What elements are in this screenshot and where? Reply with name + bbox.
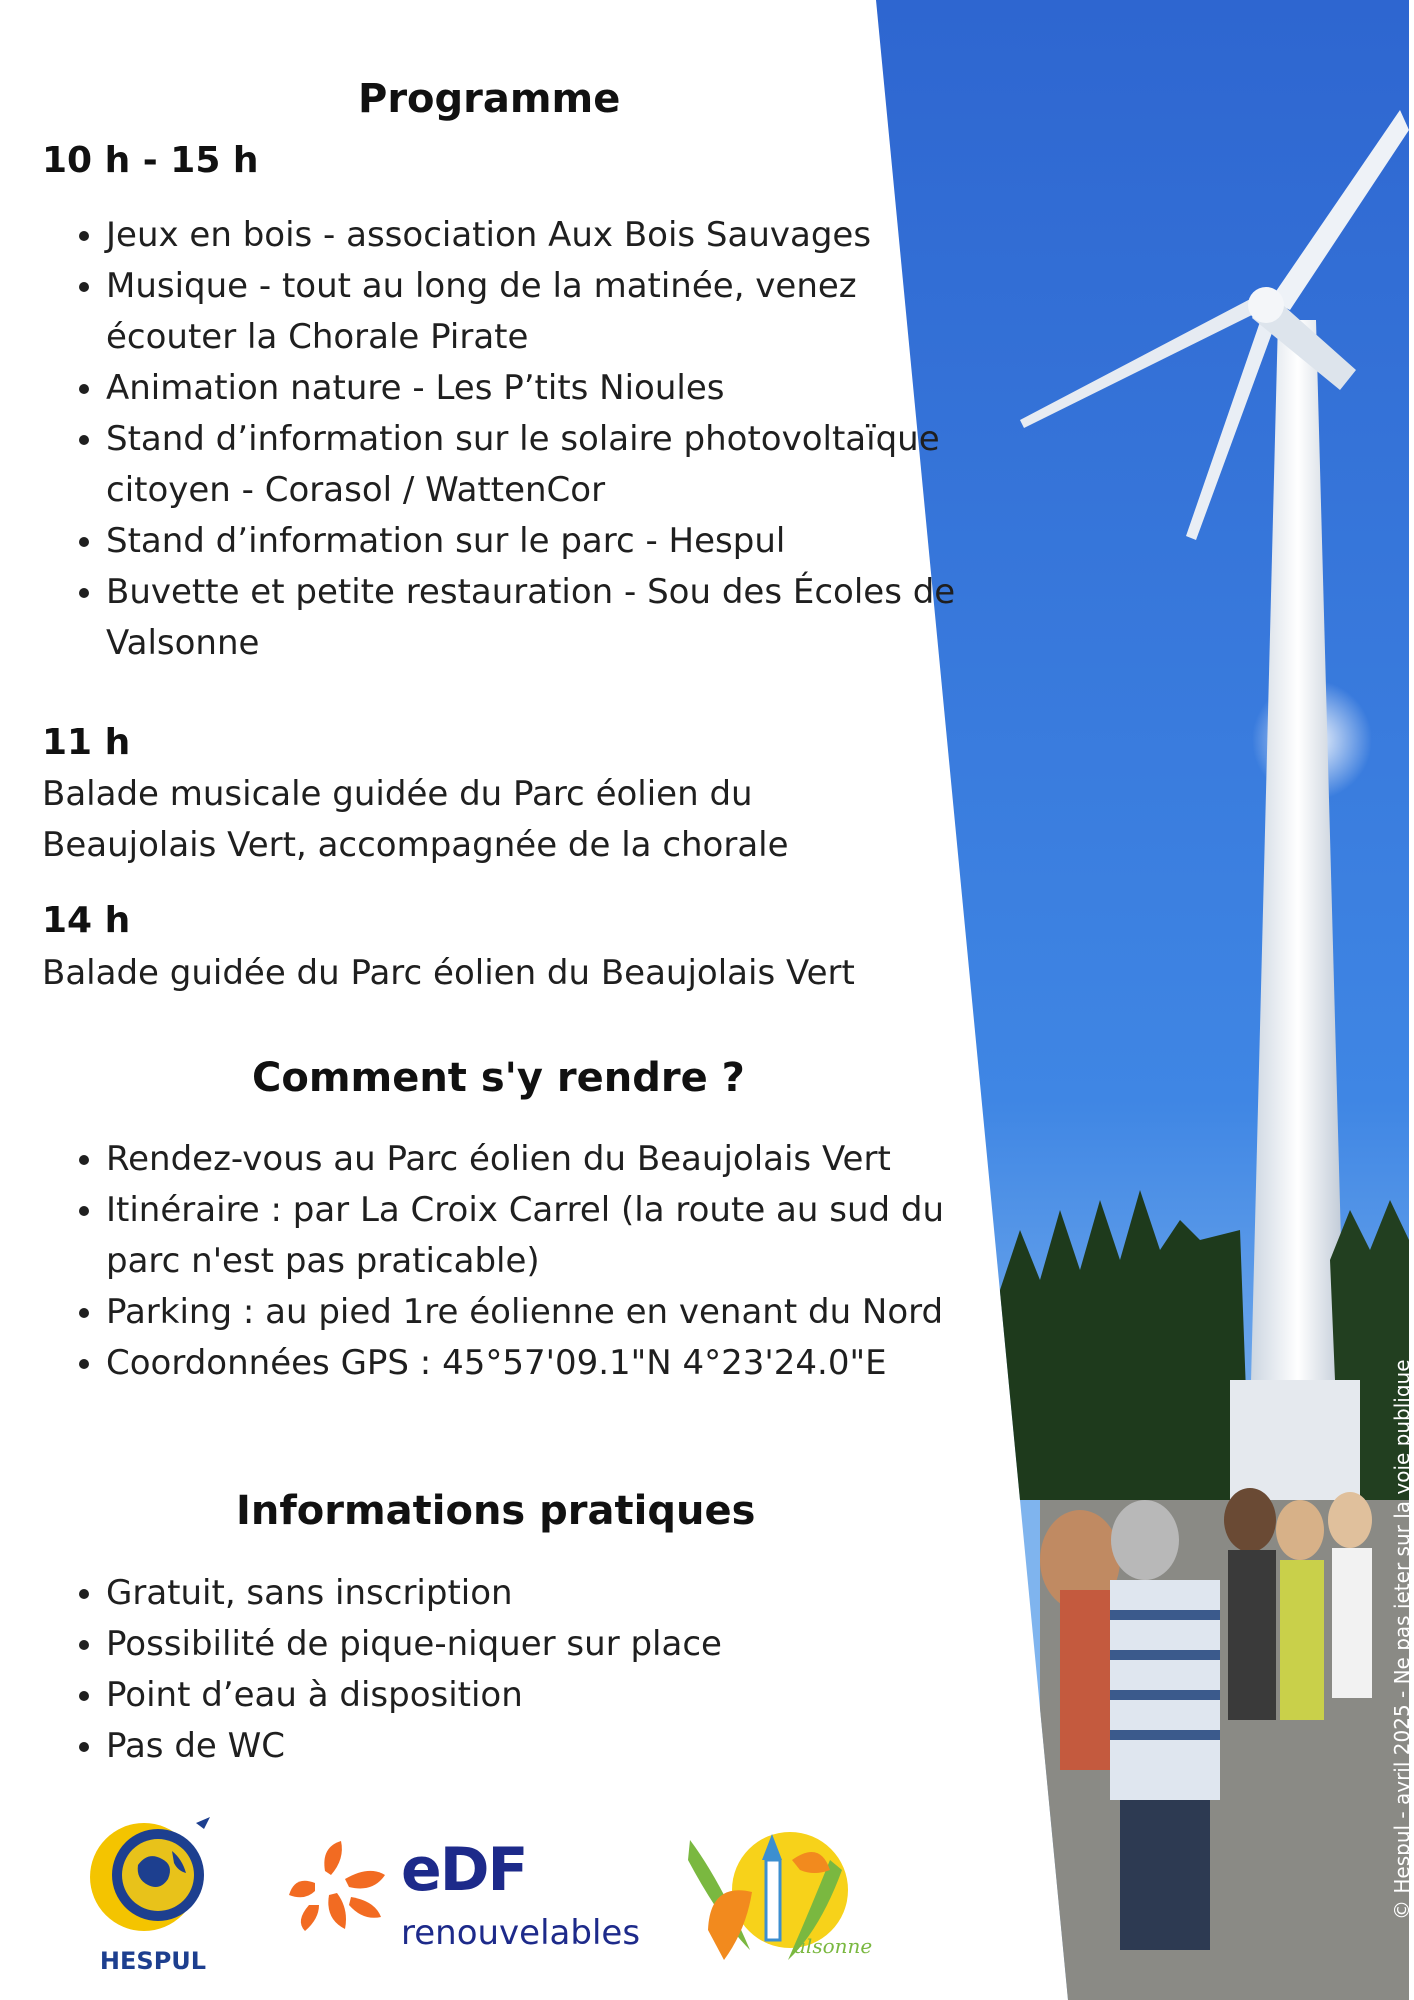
list-item: • Itinéraire : par La Croix Carrel (la route au sud du parc n'est pas praticable): [106, 1185, 966, 1287]
time-10-15: 10 h - 15 h: [42, 140, 259, 181]
hespul-logo: [78, 1815, 228, 1975]
time-14h: 14 h: [42, 900, 131, 941]
hespul-logo-text: HESPUL: [99, 1947, 207, 1975]
balade-guidee-text: Balade guidée du Parc éolien du Beaujolais Vert: [42, 953, 855, 993]
balade-musicale-text: Balade musicale guidée du Parc éolien du Beaujolais Vert, accompagnée de la chorale: [42, 774, 789, 865]
list-item: • Stand d’information sur le solaire photovoltaïque citoyen - Corasol / WattenCor: [106, 414, 966, 516]
list-item: • Jeux en bois - association Aux Bois Sauvages: [106, 210, 966, 261]
list-item: • Possibilité de pique-niquer sur place: [106, 1619, 966, 1670]
list-item: • Point d’eau à disposition: [106, 1670, 966, 1721]
list-item: • Animation nature - Les P’tits Nioules: [106, 363, 966, 414]
practical-info-title: Informations pratiques: [236, 1488, 756, 1534]
programme-title: Programme: [358, 76, 621, 122]
list-item: • Parking : au pied 1re éolienne en venant du Nord: [106, 1287, 966, 1338]
edf-flower-icon: [285, 1835, 395, 1935]
globe-icon: [78, 1815, 228, 1935]
list-item: • Stand d’information sur le parc - Hespul: [106, 516, 966, 567]
practical-info-list: [42, 1568, 966, 1772]
list-item: • Musique - tout au long de la matinée, venez écouter la Chorale Pirate: [106, 261, 966, 363]
valsonne-logo: [680, 1820, 880, 1970]
directions-list: [42, 1134, 966, 1389]
time-11h: 11 h: [42, 722, 131, 763]
directions-title: Comment s'y rendre ?: [252, 1055, 745, 1101]
list-item: • Buvette et petite restauration - Sou des Écoles de Valsonne: [106, 567, 966, 669]
list-item: • Pas de WC: [106, 1721, 966, 1772]
edf-logo-text: eDF: [401, 1835, 527, 1905]
list-item: • Coordonnées GPS : 45°57'09.1"N 4°23'24.0"E: [106, 1338, 966, 1389]
edf-logo-subtext: renouvelables: [401, 1913, 641, 1953]
programme-activities-list: [42, 210, 966, 669]
edf-renouvelables-logo: [285, 1835, 641, 1965]
photo-credit: © Hespul - avril 2025 - Ne pas jeter sur la voie publique: [1390, 1359, 1414, 1920]
list-item: • Gratuit, sans inscription: [106, 1568, 966, 1619]
valsonne-logo-text: alsonne: [794, 1934, 873, 1958]
list-item: • Rendez-vous au Parc éolien du Beaujolais Vert: [106, 1134, 966, 1185]
